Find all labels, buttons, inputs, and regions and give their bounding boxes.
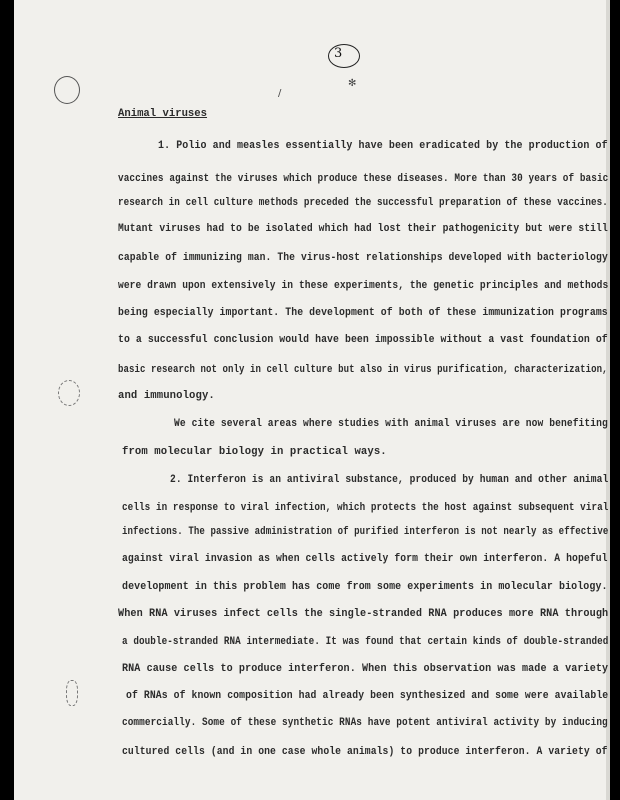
text-line: We cite several areas where studies with animal viruses are now benefiting xyxy=(174,418,608,430)
text-line: research in cell culture methods preceded the successful preparation of these vaccines. xyxy=(118,197,608,209)
punch-hole-bottom xyxy=(66,680,78,706)
text-line: cells in response to viral infection, which protects the host against subsequent viral xyxy=(122,502,609,514)
star-mark: ✻ xyxy=(348,78,357,89)
text-line: from molecular biology in practical ways. xyxy=(122,446,387,458)
text-line: When RNA viruses infect cells the single-stranded RNA produces more RNA through xyxy=(118,608,609,620)
section-heading: Animal viruses xyxy=(118,108,208,120)
text-line: to a successful conclusion would have been impossible without a vast foundation of xyxy=(118,334,608,346)
page-number-circle xyxy=(328,44,360,68)
pen-tick-mark: / xyxy=(278,88,282,99)
text-line: being especially important. The development of both of these immunization programs xyxy=(118,307,608,319)
punch-hole-top xyxy=(54,76,80,104)
text-line: RNA cause cells to produce interferon. When this observation was made a variety xyxy=(122,663,609,675)
text-line: commercially. Some of these synthetic RNAs have potent antiviral activity by inducing xyxy=(122,717,608,729)
text-line: and immunology. xyxy=(118,390,215,402)
text-line: development in this problem has come from some experiments in molecular biology. xyxy=(122,581,608,593)
text-line: of RNAs of known composition had already been synthesized and some were available xyxy=(126,690,609,702)
document-page xyxy=(14,0,610,800)
text-line: against viral invasion as when cells actively form their own interferon. A hopeful xyxy=(122,553,608,565)
text-line: 1. Polio and measles essentially have been eradicated by the production of xyxy=(158,140,608,152)
text-line: Mutant viruses had to be isolated which had lost their pathogenicity but were still xyxy=(118,223,608,235)
text-line: capable of immunizing man. The virus-host relationships developed with bacteriology xyxy=(118,252,608,264)
punch-hole-middle xyxy=(58,380,80,406)
text-line: basic research not only in cell culture but also in virus purification, characterization, xyxy=(118,364,608,376)
text-line: 2. Interferon is an antiviral substance, produced by human and other animal xyxy=(170,474,609,486)
text-line: infections. The passive administration of purified interferon is not nearly as effective xyxy=(122,526,609,538)
page-number: 3 xyxy=(334,46,343,61)
text-line: vaccines against the viruses which produce these diseases. More than 30 years of basic xyxy=(118,173,609,185)
text-line: a double-stranded RNA intermediate. It was found that certain kinds of double-stranded xyxy=(122,636,609,648)
text-line: cultured cells (and in one case whole animals) to produce interferon. A variety of xyxy=(122,746,608,758)
page-edge xyxy=(606,0,610,800)
text-line: were drawn upon extensively in these experiments, the genetic principles and methods xyxy=(118,280,609,292)
